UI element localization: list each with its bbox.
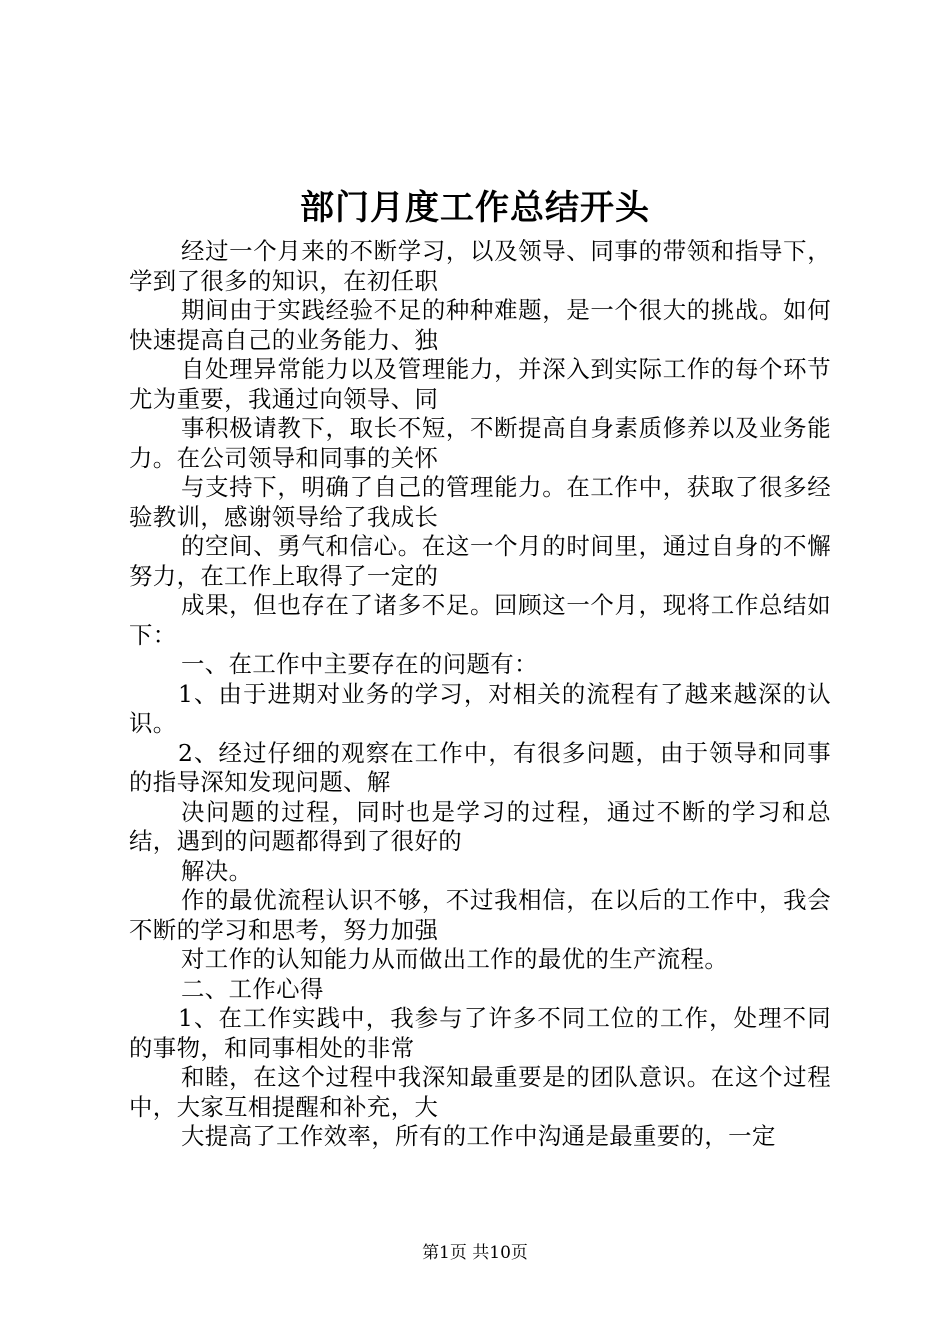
paragraph: 作的最优流程认识不够，不过我相信，在以后的工作中，我会不断的学习和思考，努力加强 xyxy=(129,886,831,944)
paragraph: 决问题的过程，同时也是学习的过程，通过不断的学习和总结，遇到的问题都得到了很好的 xyxy=(129,797,831,855)
paragraph: 大提高了工作效率，所有的工作中沟通是最重要的，一定 xyxy=(181,1122,776,1150)
paragraph: 经过一个月来的不断学习，以及领导、同事的带领和指导下，学到了很多的知识，在初任职 xyxy=(129,237,831,295)
document-body xyxy=(129,237,831,1152)
section-heading: 二、工作心得 xyxy=(181,974,324,1003)
paragraph: 对工作的认知能力从而做出工作的最优的生产流程。 xyxy=(181,945,729,973)
section-heading: 一、在工作中主要存在的问题有： xyxy=(181,650,538,678)
paragraph: 事积极请教下，取长不短，不断提高自身素质修养以及业务能力。在公司领导和同事的关怀 xyxy=(129,414,831,472)
page-footer: 第1页 共10页 xyxy=(422,1243,528,1263)
paragraph: 与支持下，明确了自己的管理能力。在工作中，获取了很多经验教训，感谢领导给了我成长 xyxy=(129,473,831,531)
paragraph: 解决。 xyxy=(181,856,253,885)
list-item: 1、在工作实践中，我参与了许多不同工位的工作，处理不同的事物，和同事相处的非常 xyxy=(129,1004,831,1062)
paragraph: 期间由于实践经验不足的种种难题，是一个很大的挑战。如何快速提高自己的业务能力、独 xyxy=(129,296,831,354)
list-item: 2、经过仔细的观察在工作中，有很多问题，由于领导和同事的指导深知发现问题、解 xyxy=(129,738,831,796)
paragraph: 自处理异常能力以及管理能力，并深入到实际工作的每个环节尤为重要，我通过向领导、同 xyxy=(129,355,831,413)
paragraph: 和睦，在这个过程中我深知最重要是的团队意识。在这个过程中，大家互相提醒和补充，大 xyxy=(129,1063,831,1121)
paragraph: 的空间、勇气和信心。在这一个月的时间里，通过自身的不懈努力，在工作上取得了一定的 xyxy=(129,532,831,590)
paragraph: 成果，但也存在了诸多不足。回顾这一个月，现将工作总结如下： xyxy=(129,591,831,649)
document-title: 部门月度工作总结开头 xyxy=(300,188,650,228)
list-item: 1、由于进期对业务的学习，对相关的流程有了越来越深的认识。 xyxy=(129,679,831,737)
